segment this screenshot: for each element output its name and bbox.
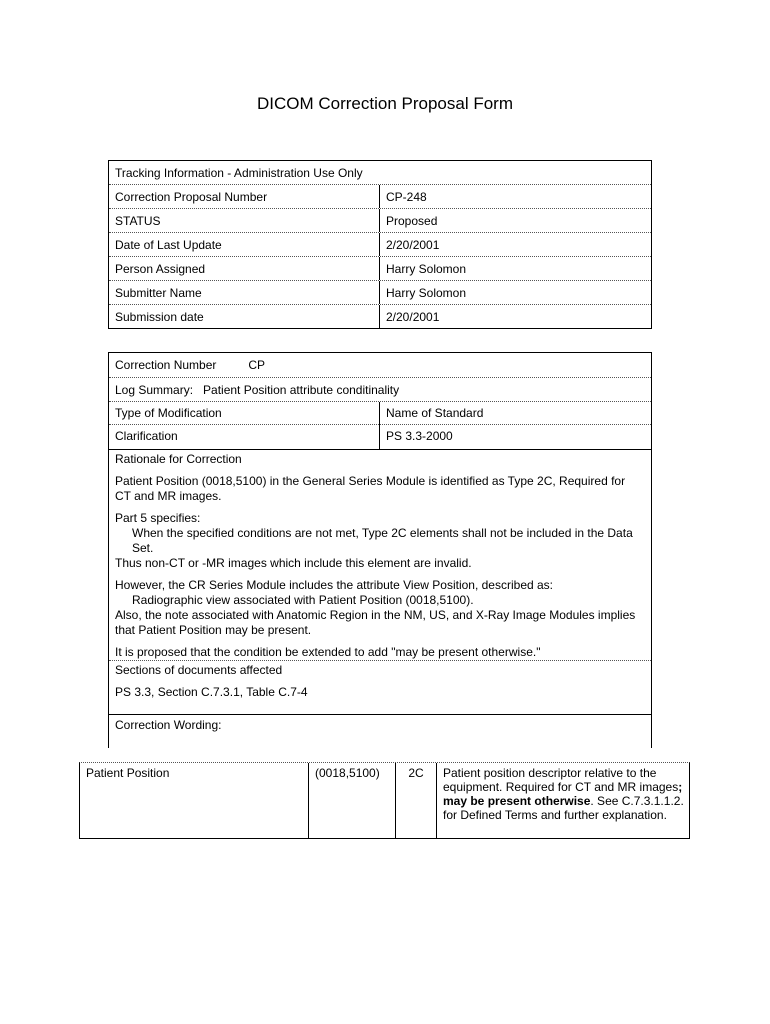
tracking-label: STATUS	[115, 214, 161, 228]
tracking-value: 2/20/2001	[386, 310, 440, 324]
tracking-label: Correction Proposal Number	[115, 190, 268, 204]
correction-number-label: Correction Number	[115, 358, 217, 372]
tracking-row	[109, 281, 651, 305]
attribute-type: 2C	[408, 766, 424, 780]
rationale-quote: Radiographic view associated with Patient Position (0018,5100).	[132, 593, 474, 607]
description-emphasis: ; may be present otherwise	[443, 780, 683, 808]
description-text: . See C.7.3.1.1.2. for Defined Terms and further explanation.	[443, 794, 684, 822]
log-summary-row	[109, 378, 651, 402]
correction-number-value: CP	[248, 358, 266, 372]
name-of-standard-value: PS 3.3-2000	[386, 429, 453, 443]
tracking-row	[109, 257, 651, 281]
tracking-label: Submitter Name	[115, 286, 202, 300]
modification-row	[109, 402, 651, 450]
tracking-value: Harry Solomon	[386, 286, 467, 300]
sections-affected-label: Sections of documents affected	[115, 663, 283, 677]
sections-affected-value: PS 3.3, Section C.7.3.1, Table C.7-4	[115, 685, 308, 699]
rationale-line: Also, the note associated with Anatomic Region in the NM, US, and X-Ray Image Modules implies that Patient Position may be present.	[115, 608, 636, 637]
rationale-paragraph: Patient Position (0018,5100) in the General Series Module is identified as Type 2C, Required for CT and MR images.	[115, 474, 626, 503]
attribute-tag: (0018,5100)	[315, 766, 380, 780]
rationale-quote: When the specified conditions are not met, Type 2C elements shall not be included in the Data Set.	[132, 526, 633, 555]
attribute-name: Patient Position	[86, 766, 170, 780]
correction-table	[108, 352, 652, 748]
correction-wording-label: Correction Wording:	[115, 718, 222, 732]
log-summary-label: Log Summary:	[115, 383, 194, 397]
name-of-standard-label: Name of Standard	[386, 406, 484, 420]
tracking-label: Person Assigned	[115, 262, 206, 276]
attribute-table	[79, 762, 690, 839]
tracking-row	[109, 185, 651, 209]
tracking-value: 2/20/2001	[386, 238, 440, 252]
tracking-value: Proposed	[386, 214, 438, 228]
rationale-line: Part 5 specifies:	[115, 511, 201, 525]
sections-affected-section	[109, 661, 651, 715]
page-title: DICOM Correction Proposal Form	[256, 94, 513, 113]
tracking-value: CP-248	[386, 190, 427, 204]
rationale-proposal: It is proposed that the condition be extended to add "may be present otherwise."	[115, 645, 541, 659]
type-of-modification-label: Type of Modification	[115, 406, 222, 420]
attribute-description	[437, 763, 687, 838]
rationale-section	[109, 450, 651, 661]
rationale-line: However, the CR Series Module includes the attribute View Position, described as:	[115, 578, 554, 592]
rationale-line: Thus non-CT or -MR images which include this element are invalid.	[115, 556, 472, 570]
rationale-label: Rationale for Correction	[115, 452, 242, 466]
tracking-value: Harry Solomon	[386, 262, 467, 276]
log-summary-value: Patient Position attribute conditinality	[203, 383, 400, 397]
tracking-header: Tracking Information - Administration Use Only	[115, 166, 363, 180]
correction-wording-section	[109, 715, 651, 733]
tracking-table	[108, 160, 652, 329]
tracking-row	[109, 305, 651, 328]
tracking-label: Submission date	[115, 310, 204, 324]
description-text: Patient position descriptor relative to the equipment. Required for CT and MR images	[443, 766, 679, 794]
tracking-row	[109, 209, 651, 233]
tracking-row	[109, 233, 651, 257]
tracking-header-row	[109, 161, 651, 185]
correction-number-row	[109, 353, 651, 378]
type-of-modification-value: Clarification	[115, 429, 178, 443]
tracking-label: Date of Last Update	[115, 238, 222, 252]
table-row	[80, 763, 689, 838]
